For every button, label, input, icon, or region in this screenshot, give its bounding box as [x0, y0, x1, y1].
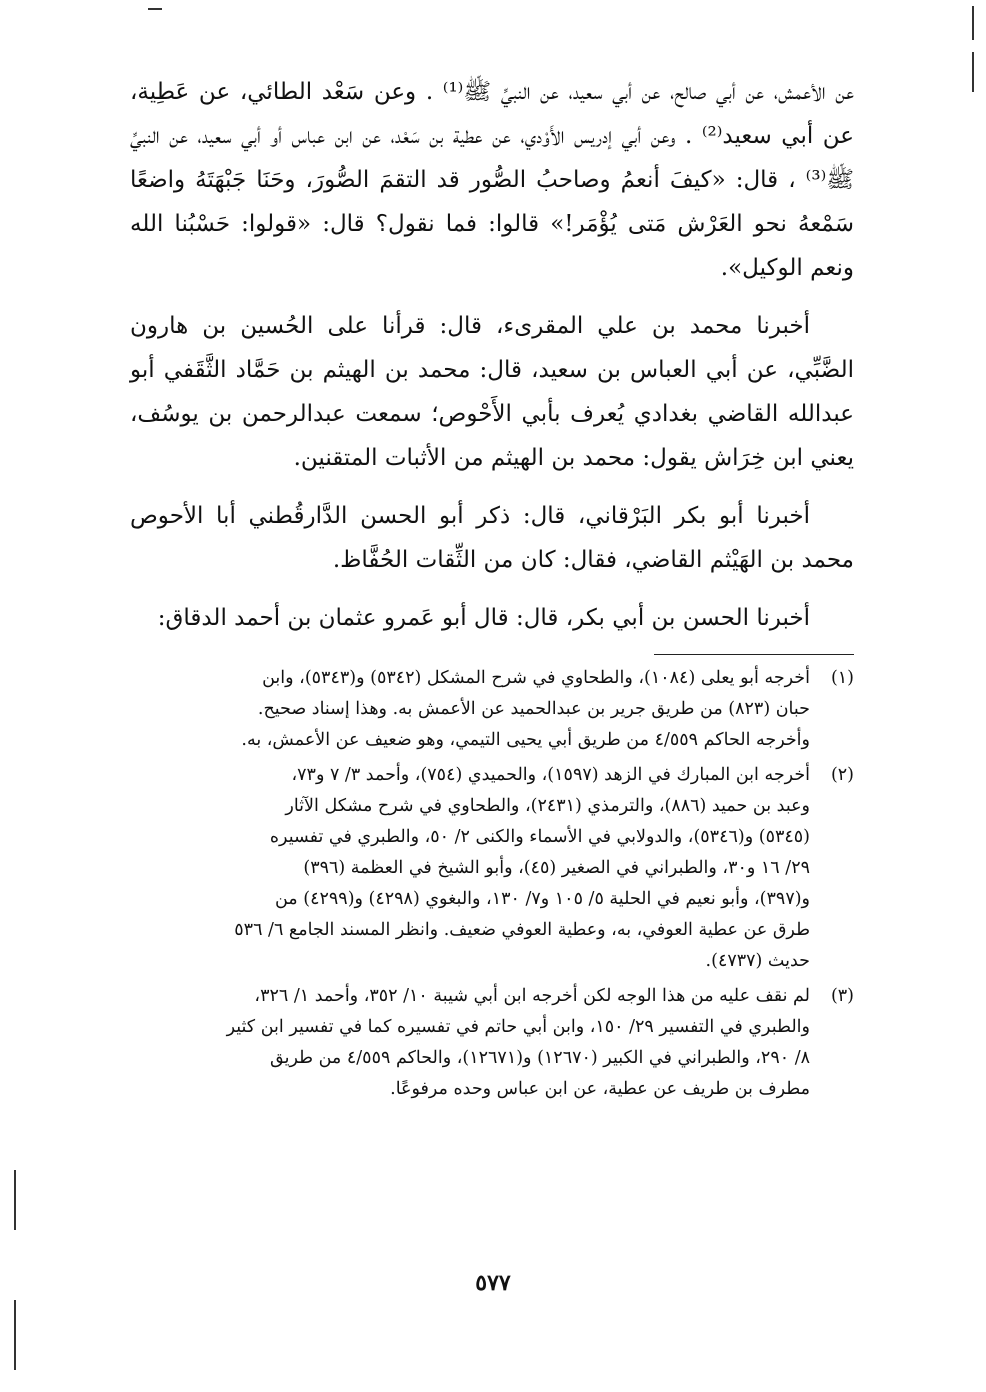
footnote-line: لم نقف عليه من هذا الوجه لكن أخرجه ابن أبي شيبة ١٠/ ٣٥٢، وأحمد ١/ ٣٢٦،	[254, 986, 810, 1006]
main-paragraph-2: أخبرنا محمد بن علي المقرىء، قال: قرأنا على الحُسين بن هارون الضَّبِّي، عن أبي العباس بن سعيد، قال: محمد بن الهيثم بن حَمَّاد الثَّقَفي أبو عبدالله القاضي بغدادي يُعرف بأبي الأَحْوص؛ سمعت عبدالرحمن بن يوسُف، يعني ابن خِرَاش يقول: محمد بن الهيثم من الأثبات المتقنين.	[130, 313, 854, 471]
footnote-number: (٢)	[830, 765, 854, 785]
footnote-line: و(٣٩٧)، وأبو نعيم في الحلية ٥/ ١٠٥ و٧/ ١٣٠، والبغوي (٤٢٩٨) و(٤٢٩٩) من	[274, 889, 810, 909]
page-number: ٥٧٧	[475, 1270, 511, 1296]
footnote-line: ٢٩/ ١٦ و٣٠، والطبراني في الصغير (٤٥)، وأبو الشيخ في العظمة (٣٩٦)	[303, 858, 810, 878]
scan-mark-top	[148, 8, 162, 10]
footnote-number: (١)	[830, 668, 854, 688]
footnote-text	[130, 981, 810, 1105]
footnote-line: أخرجه ابن المبارك في الزهد (١٥٩٧)، والحميدي (٧٥٤)، وأحمد ٣/ ٧ و٧٣،	[291, 765, 810, 785]
footnote-line: وأخرجه الحاكم ٤/٥٥٩ من طريق أبي يحيى التيمي، وهو ضعيف عن الأعمش، به.	[241, 730, 810, 750]
page-body	[130, 70, 854, 1109]
footnote-line: مطرف بن طريف عن عطية، عن ابن عباس وحده مرفوعًا.	[390, 1079, 810, 1099]
main-paragraph-3: أخبرنا أبو بكر البَرْقاني، قال: ذكر أبو الحسن الدَّارقُطني أبا الأحوص محمد بن الهَيْثم القاضي، فقال: كان من الثِّقات الحُفَّاظ.	[130, 503, 854, 573]
footnote-number: (٣)	[830, 986, 854, 1006]
footnote-text	[130, 663, 810, 756]
footnote-line: (٥٣٤٥) و(٥٣٤٦)، والدولابي في الأسماء والكنى ٢/ ٥٠، والطبري في تفسيره	[269, 827, 810, 847]
scan-mark-right-1	[972, 6, 974, 40]
scan-mark-right-2	[972, 52, 974, 92]
footnote-line: أخرجه أبو يعلى (١٠٨٤)، والطحاوي في شرح المشكل (٥٣٤٢) و(٥٣٤٣)، وابن	[262, 668, 810, 688]
footnote-line: وعبد بن حميد (٨٨٦)، والترمذي (٢٤٣١)، والطحاوي في شرح مشكل الآثار	[285, 796, 810, 816]
footnote-3	[130, 981, 854, 1105]
main-paragraph-1: عن الأعمش، عن أبي صالح، عن أبي سعيد، عن النبيِّ ﷺ⁽¹⁾ . وعن سَعْد الطائي، عن عَطِية، عن أبي سعيد⁽²⁾ . وعن أبي إدريس الأَوْدي، عن عطية بن سَعْد، عن ابن عباس أو أبي سعيد، عن النبيِّ ﷺ⁽³⁾ ، قال: «كيفَ أنعمُ وصاحبُ الصُّور قد التقمَ الصُّورَ، وحَنَا جَبْهَتَهُ واضعًا سَمْعهُ نحو العَرْش مَتى يُؤْمَر!» قالوا: فما نقول؟ قال: «قولوا: حَسْبُنا الله ونعم الوكيل».	[130, 79, 855, 281]
footnote-separator	[654, 654, 854, 655]
footnote-text	[130, 760, 810, 977]
scan-mark-left-2	[14, 1300, 16, 1370]
footnote-line: حديث (٤٧٣٧).	[705, 951, 810, 971]
footnote-2	[130, 760, 854, 977]
footnote-line: طرق عن عطية العوفي، به، وعطية العوفي ضعيف. وانظر المسند الجامع ٦/ ٥٣٦	[234, 920, 810, 940]
footnote-line: حبان (٨٢٣) من طريق جرير بن عبدالحميد عن الأعمش به. وهذا إسناد صحيح.	[257, 699, 810, 719]
scan-mark-left-1	[14, 1170, 16, 1230]
footnote-1	[130, 663, 854, 756]
main-paragraph-4: أخبرنا الحسن بن أبي بكر، قال: قال أبو عَمرو عثمان بن أحمد الدقاق:	[157, 605, 810, 631]
footnote-line: والطبري في التفسير ٢٩/ ١٥٠، وابن أبي حاتم في تفسيره كما في تفسير ابن كثير	[226, 1017, 810, 1037]
footnote-line: ٨/ ٢٩٠، والطبراني في الكبير (١٢٦٧٠) و(١٢٦٧١)، والحاكم ٤/٥٥٩ من طريق	[270, 1048, 810, 1068]
